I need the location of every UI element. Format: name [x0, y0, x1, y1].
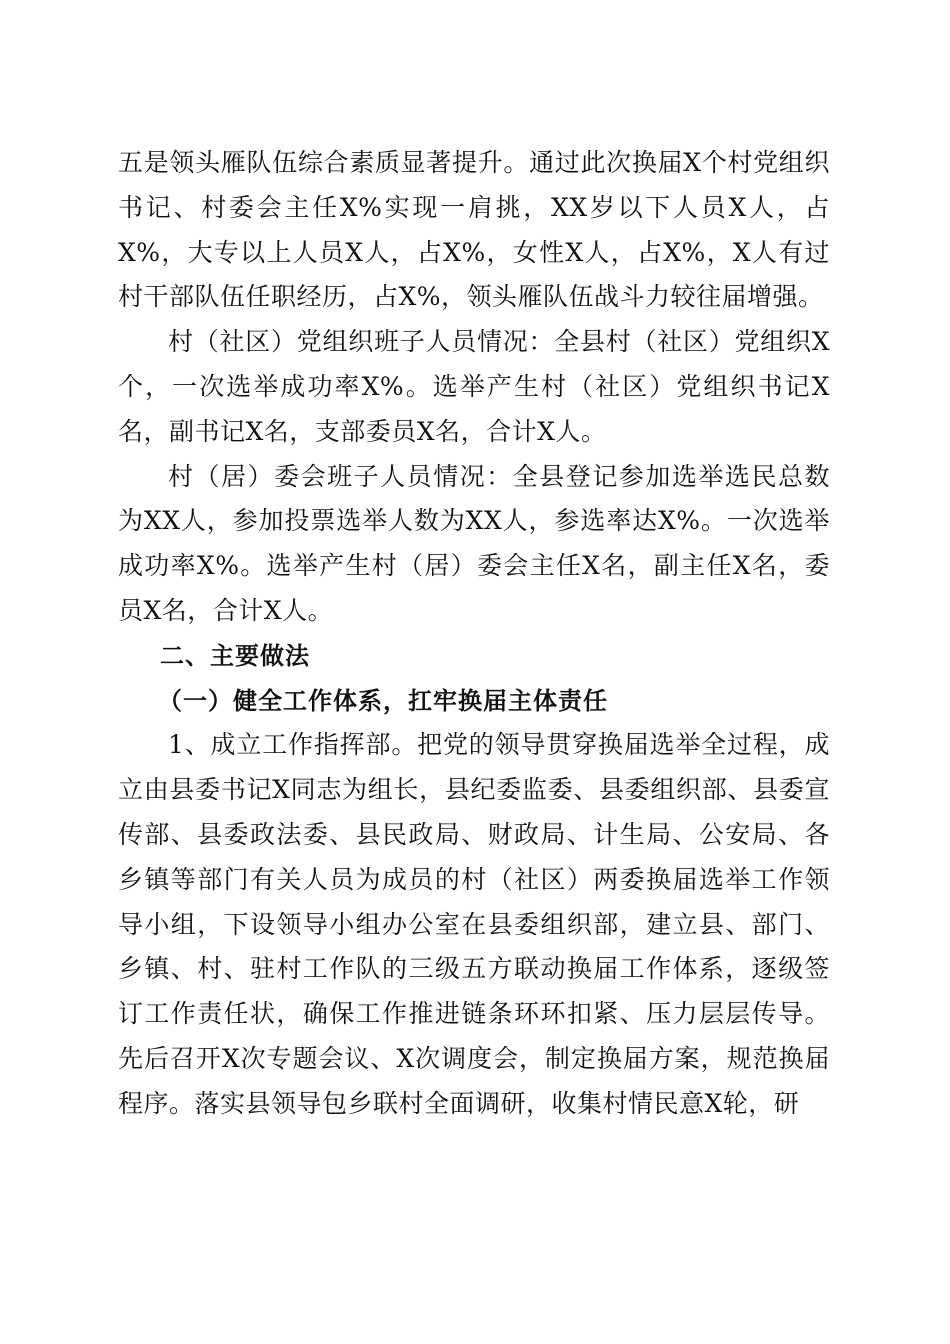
document-body [118, 141, 830, 1127]
paragraph-village-committee: 村（居）委会班子人员情况：全县登记参加选举选民总数为XX人，参加投票选举人数为XX人，参选率达X%。一次选举成功率X%。选举产生村（居）委会主任X名，副主任X名，委员X名，合计X人。 [118, 461, 830, 625]
paragraph-leader-quality: 五是领头雁队伍综合素质显著提升。通过此次换届X个村党组织书记、村委会主任X%实现一肩挑，XX岁以下人员X人，占X%，大专以上人员X人，占X%，女性X人，占X%，X人有过村干部队伍任职经历，占X%，领头雁队伍战斗力较往届增强。 [118, 148, 830, 312]
paragraph-command-center: 1、成立工作指挥部。把党的领导贯穿换届选举全过程，成立由县委书记X同志为组长，县纪委监委、县委组织部、县委宣传部、县委政法委、县民政局、财政局、计生局、公安局、各乡镇等部门有关人员为成员的村（社区）两委换届选举工作领导小组，下设领导小组办公室在县委组织部，建立县、部门、乡镇、村、驻村工作队的三级五方联动换届工作体系，逐级签订工作责任状，确保工作推进链条环环扣紧、压力层层传导。先后召开X次专题会议、X次调度会，制定换届方案，规范换届程序。落实县领导包乡联村全面调研，收集村情民意X轮，研 [118, 730, 830, 1118]
section-heading-main-practices: 二、主要做法 [160, 641, 310, 670]
paragraph-party-organization: 村（社区）党组织班子人员情况：全县村（社区）党组织X个，一次选举成功率X%。选举产生村（社区）党组织书记X名，副书记X名，支部委员X名，合计X人。 [118, 327, 830, 446]
subsection-heading-work-system: （一）健全工作体系，扛牢换届主体责任 [158, 685, 608, 715]
